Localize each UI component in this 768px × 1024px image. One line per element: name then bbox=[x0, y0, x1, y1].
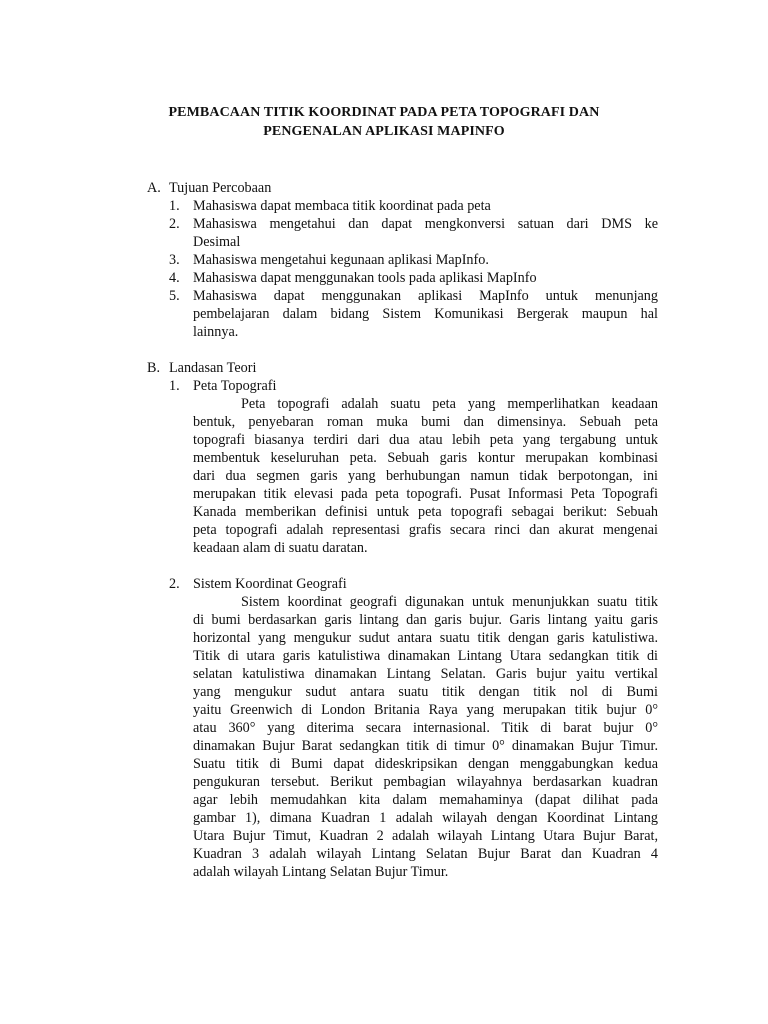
objective-2-text-line-1: Mahasiswa mengetahui dan dapat mengkonversi satuan dari DMS ke bbox=[193, 216, 658, 232]
topografi-paragraph-line: membentuk keseluruhan peta. Sebuah garis kontur merupakan kombinasi bbox=[193, 450, 658, 466]
objective-4-number: 4. bbox=[169, 270, 180, 286]
koordinat-paragraph-line: selatan katulistiwa dinamakan Lintang Selatan. Garis bujur yaitu vertikal bbox=[193, 666, 658, 682]
koordinat-paragraph-line: Kuadran 3 adalah wilayah Lintang Selatan Bujur Barat dan Kuadran 4 bbox=[193, 846, 658, 862]
koordinat-paragraph-line: pengukuran tersebut. Berikut pembagian wilayahnya berdasarkan kuadran bbox=[193, 774, 658, 790]
objective-2-text-line-2: Desimal bbox=[193, 234, 241, 250]
topografi-paragraph-line: bentuk, penyebaran roman muka bumi dan dimensinya. Sebuah peta bbox=[193, 414, 658, 430]
topografi-paragraph-line: peta topografi adalah representasi grafis secara rinci dan akurat mengenai bbox=[193, 522, 658, 538]
topografi-paragraph-line: Peta topografi adalah suatu peta yang memperlihatkan keadaan bbox=[241, 396, 658, 412]
objective-5-text-line-3: lainnya. bbox=[193, 324, 239, 340]
koordinat-paragraph-line: dinamakan Bujur Barat sedangkan titik di timur 0° dinamakan Bujur Timur. bbox=[193, 738, 658, 754]
topografi-paragraph-line: Kanada memberikan definisi untuk peta topografi sebagai berikut: Sebuah bbox=[193, 504, 658, 520]
subsection-1-heading: Peta Topografi bbox=[193, 378, 277, 394]
koordinat-paragraph-line: atau 360° yang diterima secara internasional. Titik di barat bujur 0° bbox=[193, 720, 658, 736]
koordinat-paragraph-line: Titik di utara garis katulistiwa dinamakan Lintang Utara sedangkan titik di bbox=[193, 648, 658, 664]
objective-1-number: 1. bbox=[169, 198, 180, 214]
koordinat-paragraph-line: yaitu Greenwich di London Britania Raya yang merupakan titik bujur 0° bbox=[193, 702, 658, 718]
koordinat-paragraph-line: di bumi berdasarkan garis lintang dan garis bujur. Garis lintang yaitu garis bbox=[193, 612, 658, 628]
section-b-marker: B. bbox=[147, 360, 161, 376]
section-b-heading: Landasan Teori bbox=[169, 360, 257, 376]
subsection-2-number: 2. bbox=[169, 576, 180, 592]
topografi-paragraph-line: dari dua segmen garis yang berhubungan namun tidak berpotongan, ini bbox=[193, 468, 658, 484]
topografi-paragraph-line: topografi biasanya terdiri dari dua atau lebih peta yang tergabung untuk bbox=[193, 432, 658, 448]
objective-2-number: 2. bbox=[169, 216, 180, 232]
document-title-line-1: PEMBACAAN TITIK KOORDINAT PADA PETA TOPOGRAFI DAN bbox=[168, 105, 600, 120]
section-a-marker: A. bbox=[147, 180, 161, 196]
koordinat-paragraph-line: Sistem koordinat geografi digunakan untuk menunjukkan suatu titik bbox=[241, 594, 658, 610]
koordinat-paragraph-line: horizontal yang mengukur sudut antara suatu titik dengan garis katulistiwa. bbox=[193, 630, 658, 646]
subsection-2-heading: Sistem Koordinat Geografi bbox=[193, 576, 347, 592]
objective-4-text: Mahasiswa dapat menggunakan tools pada aplikasi MapInfo bbox=[193, 270, 537, 286]
topografi-paragraph-line: keadaan alam di suatu daratan. bbox=[193, 540, 368, 556]
subsection-1-number: 1. bbox=[169, 378, 180, 394]
koordinat-paragraph-line: yang mengukur sudut antara suatu titik dengan titik nol di Bumi bbox=[193, 684, 658, 700]
objective-1-text: Mahasiswa dapat membaca titik koordinat pada peta bbox=[193, 198, 491, 214]
objective-5-number: 5. bbox=[169, 288, 180, 304]
objective-3-number: 3. bbox=[169, 252, 180, 268]
section-a-heading: Tujuan Percobaan bbox=[169, 180, 272, 196]
topografi-paragraph-line: merupakan titik elevasi pada peta topografi. Pusat Informasi Peta Topografi bbox=[193, 486, 658, 502]
objective-3-text: Mahasiswa mengetahui kegunaan aplikasi MapInfo. bbox=[193, 252, 489, 268]
koordinat-paragraph-line: Utara Bujur Timut, Kuadran 2 adalah wilayah Lintang Utara Bujur Barat, bbox=[193, 828, 658, 844]
document-title-line-2: PENGENALAN APLIKASI MAPINFO bbox=[263, 124, 505, 139]
koordinat-paragraph-line: Suatu titik di Bumi dapat dideskripsikan dengan menggabungkan kedua bbox=[193, 756, 658, 772]
koordinat-paragraph-line: gambar 1), dimana Kuadran 1 adalah wilayah dengan Koordinat Lintang bbox=[193, 810, 658, 826]
koordinat-paragraph-line: adalah wilayah Lintang Selatan Bujur Timur. bbox=[193, 864, 449, 880]
koordinat-paragraph-line: agar lebih memudahkan kita dalam memahaminya (dapat dilihat pada bbox=[193, 792, 658, 808]
objective-5-text-line-1: Mahasiswa dapat menggunakan aplikasi MapInfo untuk menunjang bbox=[193, 288, 658, 304]
objective-5-text-line-2: pembelajaran dalam bidang Sistem Komunikasi Bergerak maupun hal bbox=[193, 306, 658, 322]
